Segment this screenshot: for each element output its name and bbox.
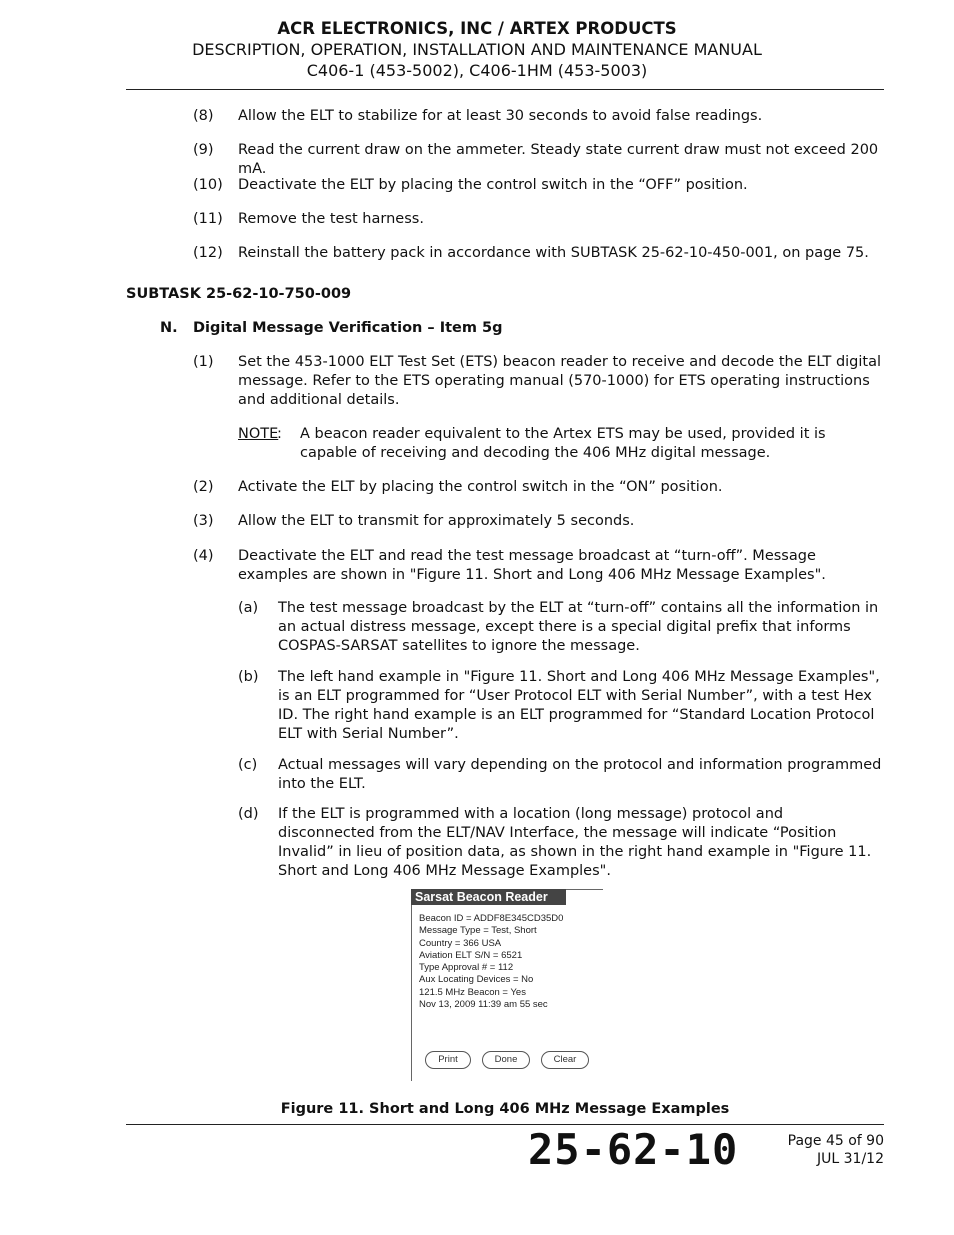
step-number: (8) <box>193 108 214 124</box>
substep-text: If the ELT is programmed with a location (long message) protocol and disconnected from the ELT/NAV Interface, the message will indicate “Position Invalid” in lieu of position data, as shown in the right hand example in "Figure 11. Short and Long 406 MHz Message Examples". <box>278 806 872 879</box>
step-text: Set the 453-1000 ELT Test Set (ETS) beacon reader to receive and decode the ELT digital message. Refer to the ETS operating manual (570-1000) for ETS operating instructions and additional details. <box>238 354 882 408</box>
figure-caption: Figure 11. Short and Long 406 MHz Message Examples <box>280 1101 730 1117</box>
step-text: Activate the ELT by placing the control switch in the “ON” position. <box>238 479 723 495</box>
step-number: (11) <box>193 211 223 227</box>
step-text: Reinstall the battery pack in accordance with SUBTASK 25-62-10-450-001, on page 75. <box>238 245 869 261</box>
step-text: Allow the ELT to transmit for approximately 5 seconds. <box>238 513 635 529</box>
step-text: Deactivate the ELT by placing the control switch in the “OFF” position. <box>238 177 748 193</box>
page-number: Page 45 of 90 <box>787 1133 884 1149</box>
chapter-number: 25-62-10 <box>528 1125 739 1174</box>
print-button[interactable]: Print <box>425 1051 471 1069</box>
step-number: (10) <box>193 177 223 193</box>
substep-letter: (c) <box>238 757 258 773</box>
reader-line: Nov 13, 2009 11:39 am 55 sec <box>419 999 548 1011</box>
reader-line: Country = 366 USA <box>419 937 502 949</box>
reader-line: Beacon ID = ADDF8E345CD35D0 <box>419 913 564 924</box>
step-text: Allow the ELT to stabilize for at least 30 seconds to avoid false readings. <box>238 108 763 124</box>
revision-date: JUL 31/12 <box>817 1151 884 1167</box>
reader-line: Aviation ELT S/N = 6521 <box>419 949 523 961</box>
reader-line: Message Type = Test, Short <box>419 925 537 937</box>
step-text: Remove the test harness. <box>238 211 424 227</box>
done-button[interactable]: Done <box>482 1051 530 1069</box>
reader-frame-left <box>411 905 412 1081</box>
step-text: Deactivate the ELT and read the test message broadcast at “turn-off”. Message examples are shown in "Figure 11. Short and Long 406 MHz Message Examples". <box>238 548 826 583</box>
note-colon: : <box>277 426 282 442</box>
company-name: ACR ELECTRONICS, INC / ARTEX PRODUCTS <box>277 19 677 38</box>
substep-text: The test message broadcast by the ELT at “turn-off” contains all the information in an actual distress message, except there is a special digital prefix that informs COSPAS-SARSAT satellites to ignore the message. <box>278 600 879 654</box>
step-number: (3) <box>193 513 214 529</box>
reader-frame-top <box>566 889 603 890</box>
step-number: (12) <box>193 245 223 261</box>
section-letter: N. <box>160 320 178 336</box>
manual-title: DESCRIPTION, OPERATION, INSTALLATION AND MAINTENANCE MANUAL <box>192 40 762 59</box>
substep-letter: (a) <box>238 600 259 616</box>
model-numbers: C406-1 (453-5002), C406-1HM (453-5003) <box>306 61 648 80</box>
footer-rule <box>126 1124 884 1125</box>
step-number: (9) <box>193 142 214 158</box>
substep-text: The left hand example in "Figure 11. Short and Long 406 MHz Message Examples", is an ELT programmed for “User Protocol ELT with Serial Number”, with a test Hex ID. The right hand example is an ELT programmed for “Standard Location Protocol ELT with Serial Number”. <box>278 669 880 742</box>
step-number: (1) <box>193 354 214 370</box>
reader-line: 121.5 MHz Beacon = Yes <box>419 986 526 998</box>
reader-line: Type Approval # = 112 <box>419 962 514 974</box>
substep-letter: (b) <box>238 669 259 685</box>
subtask-heading: SUBTASK 25-62-10-750-009 <box>126 286 352 302</box>
substep-text: Actual messages will vary depending on the protocol and information programmed into the ELT. <box>278 757 882 792</box>
step-text: Read the current draw on the ammeter. Steady state current draw must not exceed 200 mA. <box>238 142 879 177</box>
step-number: (2) <box>193 479 214 495</box>
reader-title: Sarsat Beacon Reader <box>411 889 566 905</box>
substep-letter: (d) <box>238 806 259 822</box>
header-rule <box>126 89 884 90</box>
reader-message <box>419 913 563 1011</box>
beacon-reader-figure <box>411 889 603 1081</box>
clear-button[interactable]: Clear <box>541 1051 589 1069</box>
step-number: (4) <box>193 548 214 564</box>
note-text: A beacon reader equivalent to the Artex ETS may be used, provided it is capable of receiving and decoding the 406 MHz digital message. <box>300 426 826 461</box>
reader-line: Aux Locating Devices = No <box>419 974 534 986</box>
section-title: Digital Message Verification – Item 5g <box>193 320 503 336</box>
note-label: NOTE <box>238 426 279 442</box>
